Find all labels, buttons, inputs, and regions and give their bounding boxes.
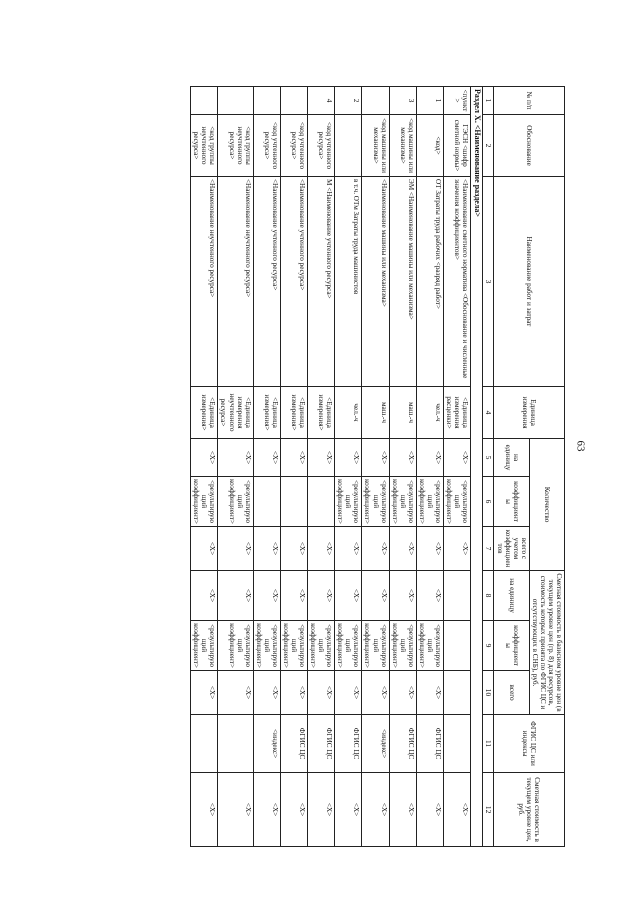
cell-name: <Наименование машины или механизма> bbox=[362, 177, 389, 387]
cell-cost-per-unit bbox=[443, 571, 470, 621]
table-row bbox=[280, 87, 307, 847]
col-number: 1 bbox=[483, 87, 494, 115]
header-cost-total: всего bbox=[494, 671, 529, 715]
cell-qty-coef: <результирующий коэффициент> bbox=[416, 477, 443, 527]
cell-num bbox=[218, 87, 253, 115]
cell-current-cost: <X> bbox=[280, 773, 307, 847]
cell-cost-per-unit: <X> bbox=[362, 571, 389, 621]
cell-qty-coef: <результирующий коэффициент> bbox=[362, 477, 389, 527]
cell-cost-coef: <результирующий коэффициент> bbox=[253, 621, 280, 671]
cell-current-cost: <X> bbox=[191, 773, 218, 847]
cell-qty-total: <X> bbox=[280, 527, 307, 571]
cell-qty-per-unit: <X> bbox=[335, 439, 362, 477]
cell-cost-total: <X> bbox=[253, 671, 280, 715]
cell-qty-coef: <результирующий коэффициент> bbox=[389, 477, 416, 527]
cell-basis bbox=[335, 115, 362, 177]
cell-qty-total: <X> bbox=[253, 527, 280, 571]
cell-unit: <Единица измерения расценки> bbox=[443, 387, 470, 439]
col-number: 3 bbox=[483, 177, 494, 387]
cell-qty-coef: <результирующий коэффициент> bbox=[218, 477, 253, 527]
cell-name: ЭМ <Наименование машины или механизма> bbox=[389, 177, 416, 387]
cell-basis: <код машины или механизма> bbox=[362, 115, 389, 177]
cell-num bbox=[253, 87, 280, 115]
cell-basis: <код учтенного ресурса> bbox=[253, 115, 280, 177]
header-fgis: ФГИС ЦС или индексы bbox=[494, 715, 565, 773]
cell-qty-total: <X> bbox=[362, 527, 389, 571]
cell-qty-coef: <результирующий коэффициент> bbox=[191, 477, 218, 527]
estimate-sheet bbox=[55, 86, 565, 846]
cell-unit: чел.-ч bbox=[416, 387, 443, 439]
cell-num: <пункт> bbox=[443, 87, 470, 115]
cell-fgis: ФГИС ЦС bbox=[389, 715, 416, 773]
cell-qty-per-unit: <X> bbox=[253, 439, 280, 477]
header-cost-per-unit: на единицу bbox=[494, 571, 529, 621]
table-row bbox=[218, 87, 253, 847]
header-qty-per-unit: на единицу bbox=[494, 439, 529, 477]
cell-cost-total: <X> bbox=[308, 671, 335, 715]
cell-cost-coef: <результирующий коэффициент> bbox=[335, 621, 362, 671]
table-row bbox=[389, 87, 416, 847]
cell-cost-per-unit: <X> bbox=[308, 571, 335, 621]
cell-cost-total: <X> bbox=[218, 671, 253, 715]
cell-unit: <Единица измерения> bbox=[253, 387, 280, 439]
cell-num: 4 bbox=[308, 87, 335, 115]
cell-name: в т.ч. ОТм Затраты труда машинистов bbox=[335, 177, 362, 387]
cell-cost-total bbox=[443, 671, 470, 715]
col-number: 4 bbox=[483, 387, 494, 439]
cell-qty-total: <X> bbox=[335, 527, 362, 571]
cell-qty-coef: <результирующий коэффициент> bbox=[443, 477, 470, 527]
cell-qty-total: <X> bbox=[389, 527, 416, 571]
col-number: 11 bbox=[483, 715, 494, 773]
table-row bbox=[362, 87, 389, 847]
cell-current-cost: <X> bbox=[308, 773, 335, 847]
cell-qty-total: <X> bbox=[308, 527, 335, 571]
cell-name: <Наименование учтенного ресурса> bbox=[280, 177, 307, 387]
cell-num bbox=[280, 87, 307, 115]
cell-current-cost: <X> bbox=[362, 773, 389, 847]
cell-cost-per-unit: <X> bbox=[416, 571, 443, 621]
cell-num: 3 bbox=[389, 87, 416, 115]
cell-qty-per-unit: <X> bbox=[416, 439, 443, 477]
cell-fgis: <индекс> bbox=[362, 715, 389, 773]
table-row bbox=[253, 87, 280, 847]
cell-cost-total: <X> bbox=[335, 671, 362, 715]
table-row bbox=[416, 87, 443, 847]
cell-name: <Наименование неучтенного ресурса> bbox=[218, 177, 253, 387]
cell-name: <Наименование учтенного ресурса> bbox=[253, 177, 280, 387]
table-header bbox=[483, 87, 565, 847]
cell-qty-per-unit: <X> bbox=[191, 439, 218, 477]
estimate-table bbox=[190, 86, 565, 847]
cell-fgis bbox=[191, 715, 218, 773]
table-row bbox=[191, 87, 218, 847]
cell-fgis bbox=[443, 715, 470, 773]
header-unit: Единица измерения bbox=[494, 387, 565, 439]
cell-cost-coef: <результирующий коэффициент> bbox=[362, 621, 389, 671]
cell-qty-coef bbox=[253, 477, 280, 527]
cell-current-cost: <X> bbox=[416, 773, 443, 847]
cell-cost-per-unit: <X> bbox=[191, 571, 218, 621]
cell-cost-coef: <результирующий коэффициент> bbox=[218, 621, 253, 671]
cell-cost-total: <X> bbox=[191, 671, 218, 715]
header-cost-coef: коэффициенты bbox=[494, 621, 529, 671]
cell-cost-coef: <результирующий коэффициент> bbox=[280, 621, 307, 671]
cell-unit: чел.-ч bbox=[335, 387, 362, 439]
col-number: 10 bbox=[483, 671, 494, 715]
table-row bbox=[443, 87, 470, 847]
section-row bbox=[471, 87, 483, 847]
cell-fgis: ФГИС ЦС bbox=[308, 715, 335, 773]
cell-qty-per-unit: <X> bbox=[389, 439, 416, 477]
header-quantity: Количество bbox=[529, 439, 564, 571]
cell-qty-total: <X> bbox=[218, 527, 253, 571]
cell-unit: маш.-ч bbox=[389, 387, 416, 439]
cell-current-cost: <X> bbox=[253, 773, 280, 847]
cell-num: 2 bbox=[335, 87, 362, 115]
cell-cost-coef bbox=[443, 621, 470, 671]
cell-qty-total: <X> bbox=[443, 527, 470, 571]
header-num: № п/п bbox=[494, 87, 565, 115]
cell-qty-coef bbox=[308, 477, 335, 527]
cell-cost-per-unit: <X> bbox=[218, 571, 253, 621]
header-qty-coef: коэффициенты bbox=[494, 477, 529, 527]
col-number: 12 bbox=[483, 773, 494, 847]
cell-cost-total: <X> bbox=[416, 671, 443, 715]
cell-fgis: ФГИС ЦС bbox=[280, 715, 307, 773]
cell-cost-per-unit: <X> bbox=[389, 571, 416, 621]
column-number-row bbox=[483, 87, 494, 847]
cell-qty-coef: <результирующий коэффициент> bbox=[335, 477, 362, 527]
col-number: 6 bbox=[483, 477, 494, 527]
cell-fgis: ФГИС ЦС bbox=[416, 715, 443, 773]
cell-basis: <код учтенного ресурса> bbox=[308, 115, 335, 177]
cell-unit: <Единица измерения> bbox=[191, 387, 218, 439]
cell-name: <Наименование неучтенного ресурса> bbox=[191, 177, 218, 387]
cell-cost-total: <X> bbox=[280, 671, 307, 715]
col-number: 9 bbox=[483, 621, 494, 671]
cell-unit: <Единица измерения> bbox=[280, 387, 307, 439]
cell-basis: <код> bbox=[416, 115, 443, 177]
col-number: 5 bbox=[483, 439, 494, 477]
cell-name: М <Наименование учтенного ресурса> bbox=[308, 177, 335, 387]
cell-current-cost: <X> bbox=[389, 773, 416, 847]
cell-cost-coef: <результирующий коэффициент> bbox=[416, 621, 443, 671]
cell-unit: <Единица измерения> bbox=[308, 387, 335, 439]
cell-cost-coef: <результирующий коэффициент> bbox=[308, 621, 335, 671]
cell-name: <Наименование сметного норматива <Обоснование и численные значения коэффициентов> bbox=[443, 177, 470, 387]
header-current-cost: Сметная стоимость в текущем уровне цен, руб. bbox=[494, 773, 565, 847]
header-cost: Сметная стоимость в базисном уровне цен (в текущем уровне цен (гр. 8) для ресурсов, стоимость которых принята по ФГИС ЦС и отсутствующих в СНБ), руб. bbox=[529, 571, 564, 715]
page-number: 63 bbox=[574, 440, 587, 452]
cell-name: ОТ Затраты труда рабочих <разряд работ> bbox=[416, 177, 443, 387]
cell-qty-total: <X> bbox=[191, 527, 218, 571]
header-qty-total: всего с учетом коэффициентов bbox=[494, 527, 529, 571]
cell-num bbox=[362, 87, 389, 115]
cell-qty-per-unit: <X> bbox=[362, 439, 389, 477]
cell-basis: <код машины или механизма> bbox=[389, 115, 416, 177]
section-title: Раздел X. <Наименование раздела> bbox=[471, 87, 483, 847]
cell-cost-total: <X> bbox=[362, 671, 389, 715]
cell-fgis: <индекс> bbox=[253, 715, 280, 773]
cell-qty-coef bbox=[280, 477, 307, 527]
col-number: 8 bbox=[483, 571, 494, 621]
cell-fgis bbox=[218, 715, 253, 773]
cell-cost-coef: <результирующий коэффициент> bbox=[389, 621, 416, 671]
cell-basis: <код группы неучтенного ресурса> bbox=[191, 115, 218, 177]
cell-unit: <Единица измерения неучтенного ресурса> bbox=[218, 387, 253, 439]
cell-qty-per-unit: <X> bbox=[308, 439, 335, 477]
cell-basis: <код группы неучтенного ресурса> bbox=[218, 115, 253, 177]
cell-qty-per-unit: <X> bbox=[280, 439, 307, 477]
col-number: 2 bbox=[483, 115, 494, 177]
cell-unit: маш.-ч bbox=[362, 387, 389, 439]
table-body bbox=[191, 87, 483, 847]
cell-qty-per-unit: <X> bbox=[443, 439, 470, 477]
cell-qty-total: <X> bbox=[416, 527, 443, 571]
cell-basis: <код учтенного ресурса> bbox=[280, 115, 307, 177]
cell-cost-total: <X> bbox=[389, 671, 416, 715]
cell-fgis: ФГИС ЦС bbox=[335, 715, 362, 773]
cell-num: 1 bbox=[416, 87, 443, 115]
cell-cost-coef: <результирующий коэффициент> bbox=[191, 621, 218, 671]
col-number: 7 bbox=[483, 527, 494, 571]
cell-current-cost: <X> bbox=[335, 773, 362, 847]
cell-num bbox=[191, 87, 218, 115]
cell-cost-per-unit: <X> bbox=[335, 571, 362, 621]
table-row bbox=[335, 87, 362, 847]
cell-basis: ГЭСН <шифр сметной нормы> bbox=[443, 115, 470, 177]
cell-cost-per-unit: <X> bbox=[280, 571, 307, 621]
cell-cost-per-unit: <X> bbox=[253, 571, 280, 621]
cell-current-cost: <X> bbox=[218, 773, 253, 847]
cell-qty-per-unit: <X> bbox=[218, 439, 253, 477]
header-basis: Обоснование bbox=[494, 115, 565, 177]
header-name: Наименование работ и затрат bbox=[494, 177, 565, 387]
table-row bbox=[308, 87, 335, 847]
cell-current-cost: <X> bbox=[443, 773, 470, 847]
